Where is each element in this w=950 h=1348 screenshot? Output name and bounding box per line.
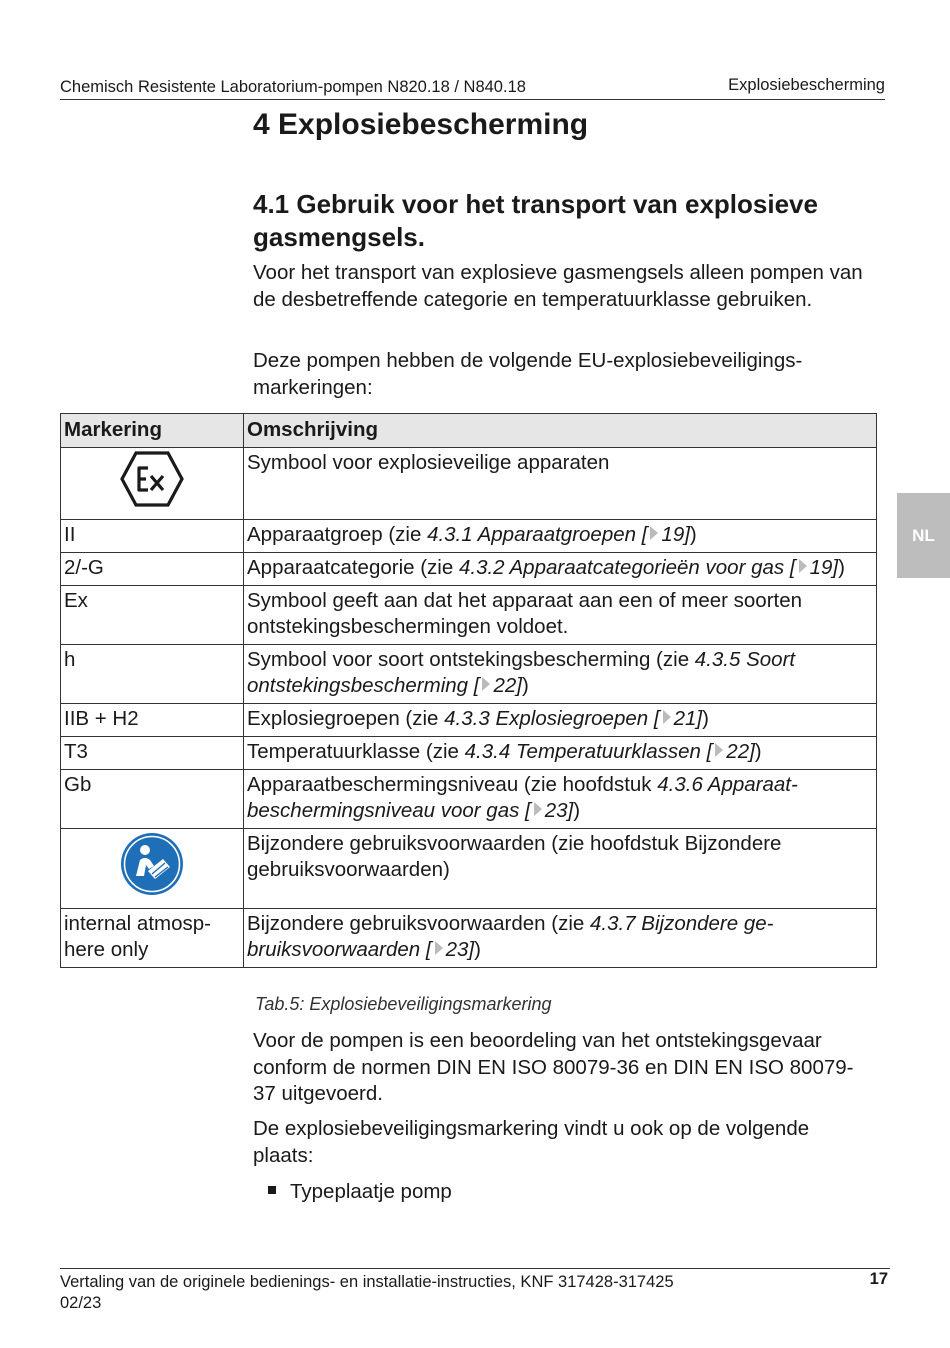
bullet-square-icon [268, 1186, 276, 1194]
page-reference[interactable]: 23] [445, 938, 475, 961]
page-reference[interactable]: 22] [726, 740, 755, 763]
paragraph-1: Voor het transport van explosieve gasmengsels alleen pompen van de desbetreffende categorie en temperatuurklasse gebruiken. [253, 261, 863, 311]
marking-cell: Ex [61, 586, 244, 645]
table-row [61, 553, 877, 586]
table-row [61, 737, 877, 770]
page-link-arrow-icon [534, 802, 542, 816]
table-row [61, 770, 877, 829]
description-cell: Bijzondere gebruiksvoorwaarden (zie hoofdstuk Bijzondere gebruiksvoorwaarden) [244, 829, 877, 909]
page-link-arrow-icon [799, 559, 807, 573]
page-link-arrow-icon [715, 743, 723, 757]
description-cell: Bijzondere gebruiksvoorwaarden (zie 4.3.7 Bijzondere gebruiksvoorwaarden [ 23]) [244, 909, 877, 968]
description-cell: Apparaatcategorie (zie 4.3.2 Apparaatcategorieën voor gas [ 19]) [244, 553, 877, 586]
paragraph-4: De explosiebeveiligingsmarkering vindt u ook op de volgende plaats: [253, 1117, 810, 1167]
paragraph-3: Voor de pompen is een beoordeling van het ontstekingsgevaar conform de normen DIN EN ISO 80079-36 en DIN EN ISO 80079-37 uitgevoerd. [253, 1029, 854, 1105]
marking-cell [61, 448, 244, 520]
page-reference[interactable]: 21] [673, 707, 703, 730]
cross-reference[interactable]: 4.3.4 Temperatuurklassen [ [464, 740, 713, 763]
cross-reference[interactable]: 4.3.1 Apparaatgroepen [ [427, 523, 648, 546]
cross-reference[interactable]: 4.3.3 Explosiegroepen [ [444, 707, 660, 730]
table-caption: Tab.5: Explosiebeveiligingsmarkering [255, 994, 552, 1014]
page-reference[interactable]: 19] [661, 523, 690, 546]
marking-cell: II [61, 520, 244, 553]
page-number: 17 [869, 1270, 888, 1288]
page-link-arrow-icon [650, 526, 658, 540]
table-header-row [61, 414, 877, 448]
language-tab[interactable]: NL [897, 493, 950, 578]
cross-reference[interactable]: 4.3.7 Bijzondere gebruiksvoorwaarden [ [247, 912, 774, 961]
description-cell: Explosiegroepen (zie 4.3.3 Explosiegroepen [ 21]) [244, 704, 877, 737]
page-link-arrow-icon [482, 677, 490, 691]
footer-line-1: Vertaling van de originele bedienings- en installatie-instructies, KNF 317428-317425 [60, 1273, 674, 1291]
description-cell: Apparaatbeschermingsniveau (zie hoofdstuk 4.3.6 Apparaatbeschermingsniveau voor gas [ 23]) [244, 770, 877, 829]
page-reference[interactable]: 23] [544, 799, 574, 822]
marking-cell [61, 829, 244, 909]
description-cell: Symbool geeft aan dat het apparaat aan een of meer soorten ontstekingsbeschermingen voldoet. [244, 586, 877, 645]
bullet-text: Typeplaatje pomp [290, 1180, 452, 1203]
page-link-arrow-icon [435, 941, 443, 955]
section-title: 4.1 Gebruik voor het transport van explosieve gasmengsels. [253, 189, 818, 252]
table-row [61, 909, 877, 968]
description-cell: Apparaatgroep (zie 4.3.1 Apparaatgroepen [ 19]) [244, 520, 877, 553]
page-reference[interactable]: 19] [809, 556, 839, 579]
cross-reference[interactable]: 4.3.6 Apparaatbeschermingsniveau voor gas [ [247, 773, 798, 822]
table-row [61, 448, 877, 520]
marking-cell: 2/-G [61, 553, 244, 586]
column-header-description: Omschrijving [244, 414, 877, 448]
table-row [61, 586, 877, 645]
chapter-title: 4 Explosiebescherming [253, 108, 589, 141]
read-manual-icon [119, 831, 185, 897]
marking-cell: Gb [61, 770, 244, 829]
cross-reference[interactable]: 4.3.5 Soort ontstekingsbescherming [ [247, 648, 796, 697]
marking-cell: internal atmosphere only [61, 909, 244, 968]
description-cell: Symbool voor soort ontstekingsbescherming (zie 4.3.5 Soort ontstekingsbescherming [ 22]) [244, 645, 877, 704]
marking-cell: T3 [61, 737, 244, 770]
marking-cell: h [61, 645, 244, 704]
bullet-item [268, 1180, 452, 1204]
description-cell: Symbool voor explosieveilige apparaten [244, 448, 877, 520]
footer-text [60, 1272, 674, 1314]
page-reference[interactable]: 22] [493, 674, 522, 697]
header-rule [60, 99, 885, 100]
table-row [61, 704, 877, 737]
table-row [61, 829, 877, 909]
table-row [61, 520, 877, 553]
header-left: Chemisch Resistente Laboratorium-pompen N820.18 / N840.18 [60, 78, 526, 96]
column-header-marking: Markering [61, 414, 244, 448]
marking-cell: IIB + H2 [61, 704, 244, 737]
header-right: Explosiebescherming [728, 76, 885, 94]
cross-reference[interactable]: 4.3.2 Apparaatcategorieën voor gas [ [458, 556, 796, 579]
footer-rule [60, 1268, 890, 1269]
description-cell: Temperatuurklasse (zie 4.3.4 Temperatuurklassen [ 22]) [244, 737, 877, 770]
paragraph-2: Deze pompen hebben de volgende EU-explosiebeveiligingsmarkeringen: [253, 349, 803, 399]
footer-line-2: 02/23 [60, 1294, 102, 1312]
page-link-arrow-icon [663, 710, 671, 724]
table-row [61, 645, 877, 704]
ex-hexagon-icon [119, 450, 185, 508]
marking-table [60, 413, 877, 968]
